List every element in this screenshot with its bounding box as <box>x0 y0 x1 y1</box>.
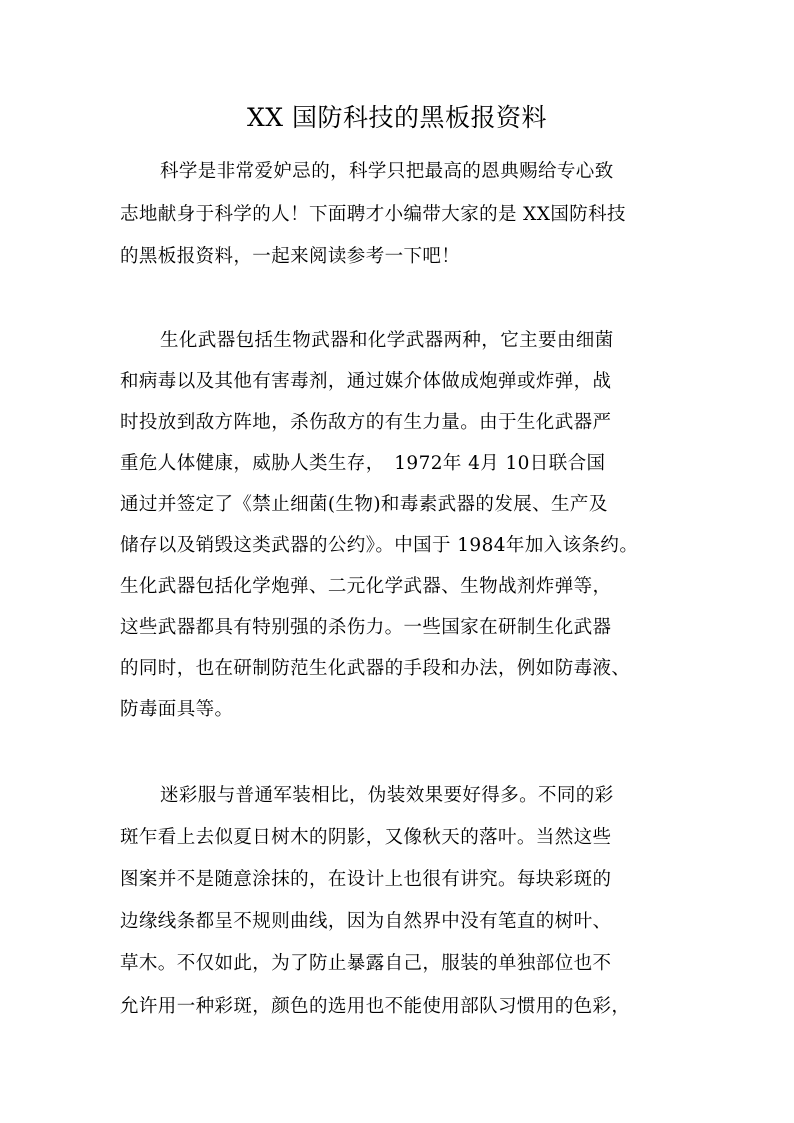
paragraph-2-line-4: 重危人体健康，威胁人类生存， 1972年 4月 10日联合国 <box>120 453 606 474</box>
paragraph-3-line-3: 图案并不是随意涂抹的，在设计上也很有讲究。每块彩斑的 <box>120 869 612 890</box>
paragraph-2-line-7: 生化武器包括化学炮弹、二元化学武器、生物战剂炸弹等， <box>120 576 612 597</box>
paragraph-3-line-4: 边缘线条都呈不规则曲线，因为自然界中没有笔直的树叶、 <box>120 911 612 932</box>
paragraph-2-line-6: 储存以及销毁这类武器的公约》。中国于 1984年加入该条约。 <box>120 535 639 556</box>
document-title: XX 国防科技的黑板报资料 <box>246 103 548 132</box>
paragraph-2-line-9: 的同时，也在研制防范生化武器的手段和办法，例如防毒液、 <box>120 658 631 679</box>
paragraph-2-line-8: 这些武器都具有特别强的杀伤力。一些国家在研制生化武器 <box>120 617 612 638</box>
paragraph-3-line-5: 草木。不仅如此，为了防止暴露自己，服装的单独部位也不 <box>120 953 612 974</box>
paragraph-3-line-6: 允许用一种彩斑，颜色的选用也不能使用部队习惯用的色彩， <box>120 996 631 1017</box>
paragraph-3-line-2: 斑乍看上去似夏日树木的阴影，又像秋天的落叶。当然这些 <box>120 827 612 848</box>
paragraph-2-line-2: 和病毒以及其他有害毒剂，通过媒介体做成炮弹或炸弹，战 <box>120 371 612 392</box>
paragraph-1-line-3: 的黑板报资料，一起来阅读参考一下吧！ <box>120 246 461 267</box>
paragraph-2-line-1: 生化武器包括生物武器和化学武器两种，它主要由细菌 <box>160 330 614 351</box>
paragraph-3-line-1: 迷彩服与普通军装相比，伪装效果要好得多。不同的彩 <box>160 785 614 806</box>
paragraph-2-line-10: 防毒面具等。 <box>120 699 234 720</box>
paragraph-2-line-3: 时投放到敌方阵地，杀伤敌方的有生力量。由于生化武器严 <box>120 412 612 433</box>
paragraph-2-line-5: 通过并签定了《禁止细菌(生物)和毒素武器的发展、生产及 <box>120 494 608 515</box>
paragraph-1-line-1: 科学是非常爱妒忌的，科学只把最高的恩典赐给专心致 <box>160 161 614 182</box>
paragraph-1-line-2: 志地献身于科学的人！下面聘才小编带大家的是 XX国防科技 <box>120 204 626 225</box>
